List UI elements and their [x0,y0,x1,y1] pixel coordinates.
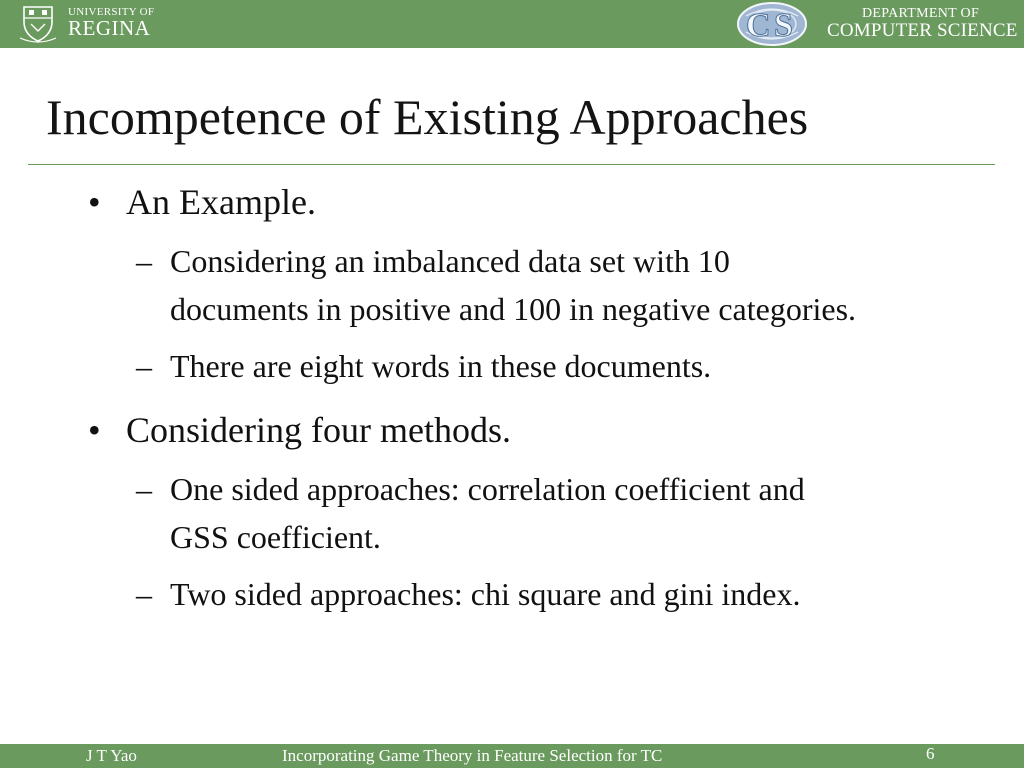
sub-bullet-marker: – [136,576,152,612]
bullet-marker: • [88,182,101,222]
department-name: COMPUTER SCIENCE [827,20,1018,41]
footer-talk-title: Incorporating Game Theory in Feature Selection for TC [282,746,663,765]
sub-bullet-marker: – [136,471,152,507]
sub-bullet-text: GSS coefficient. [170,519,381,555]
sub-bullet-continuation [170,291,856,328]
sub-bullet-marker: – [136,243,152,279]
sub-bullet-text: There are eight words in these documents. [170,348,712,384]
footer-author: J T Yao [86,746,137,765]
sub-bullet-marker: – [136,348,152,384]
sub-bullet-text: One sided approaches: correlation coefficient and [170,471,805,507]
svg-text:S: S [774,7,793,44]
sub-bullet-text: documents in positive and 100 in negative categories. [170,291,857,327]
svg-text:C: C [746,7,771,44]
sub-bullet-item [136,576,801,613]
bullet-item [88,181,316,223]
page-number: 6 [926,744,935,763]
department-name-small: DEPARTMENT OF [862,6,980,21]
bullet-text: An Example. [126,182,316,222]
slide-title: Incompetence of Existing Approaches [46,89,809,145]
sub-bullet-item [136,243,730,280]
sub-bullet-item [136,471,805,508]
footer-bar [0,744,1024,768]
bullet-text: Considering four methods. [126,410,511,450]
sub-bullet-item [136,348,712,385]
bullet-marker: • [88,410,101,450]
bullet-item [88,409,511,451]
sub-bullet-text: Considering an imbalanced data set with 10 [170,243,730,279]
sub-bullet-continuation [170,519,381,556]
university-name: REGINA [68,16,151,40]
sub-bullet-text: Two sided approaches: chi square and gini index. [170,576,801,612]
university-name-small: UNIVERSITY OF [68,6,155,18]
